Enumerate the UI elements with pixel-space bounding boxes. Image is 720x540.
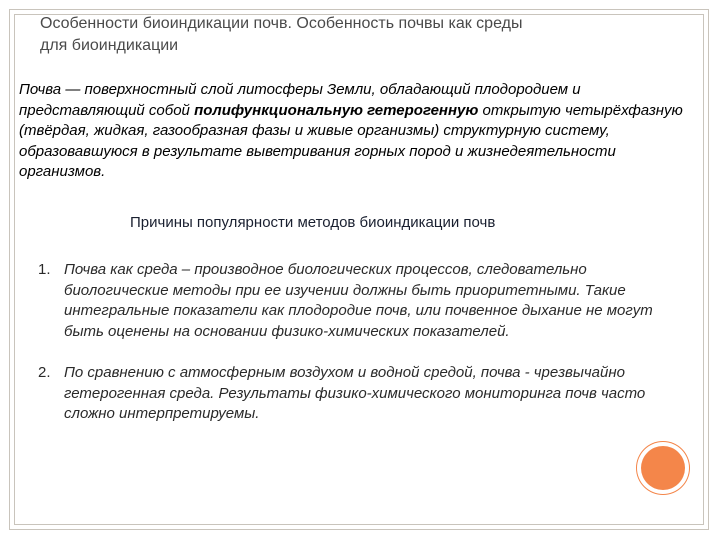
- slide-title-line2: для биоиндикации: [40, 37, 179, 54]
- decorative-circle: [641, 446, 685, 490]
- list-item: [38, 363, 678, 425]
- reasons-list: [38, 260, 678, 446]
- list-item-number: 2.: [38, 364, 51, 381]
- slide-title-line1: Особенности биоиндикации почв. Особенность почвы как среды: [40, 15, 523, 32]
- definition-term: Почва: [19, 81, 62, 98]
- definition-text-part2: открытую четырёхфазную (твёрдая, жидкая, газообразная фазы и живые организмы) структурную систему, образовавшуюся в результате выветривания горных пород и жизнедеятельности организмов.: [19, 101, 683, 180]
- list-item-number: 1.: [38, 261, 51, 278]
- slide-title: [40, 13, 690, 57]
- section-subtitle: Причины популярности методов биоиндикации почв: [130, 214, 496, 231]
- list-item-text: По сравнению с атмосферным воздухом и водной средой, почва - чрезвычайно гетерогенная среда. Результаты физико-химического мониторинга почв часто сложно интерпретируемы.: [64, 364, 646, 422]
- list-item-text: Почва как среда – производное биологических процессов, следовательно биологические методы при ее изучении должны быть приоритетными. Такие интегральные показатели как плодородие почв, или почвенное дыхание не могут быть оценены на основании физико-химических показателей.: [64, 261, 653, 340]
- definition-text-part1: — поверхностный слой литосферы Земли, обладающий плодородием и представляющий собой: [19, 81, 581, 119]
- definition-bold-part: полифункциональную гетерогенную: [194, 101, 479, 119]
- list-item: [38, 260, 678, 342]
- soil-definition: [19, 80, 704, 183]
